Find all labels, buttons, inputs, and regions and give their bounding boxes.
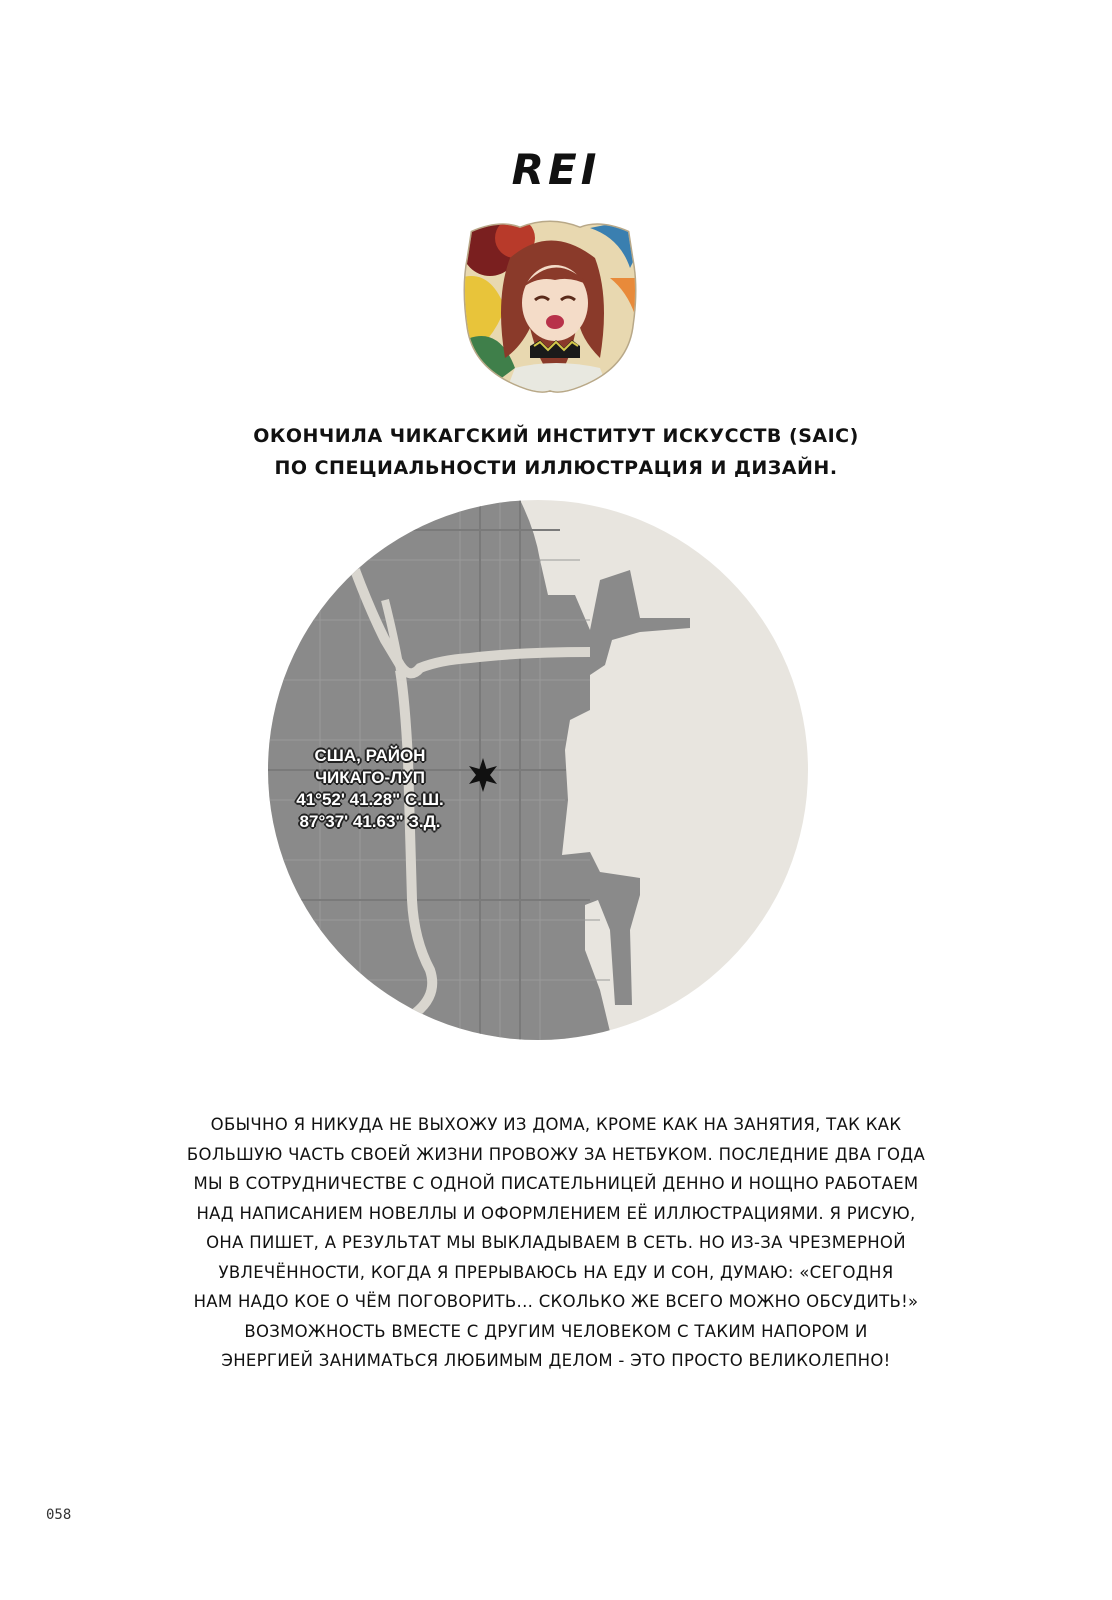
paragraph-line: НАМ НАДО КОЕ О ЧЁМ ПОГОВОРИТЬ... СКОЛЬКО ЖЕ ВСЕГО МОЖНО ОБСУДИТЬ!» <box>193 1292 919 1311</box>
bio-line: ПО СПЕЦИАЛЬНОСТИ ИЛЛЮСТРАЦИЯ И ДИЗАЙН. <box>274 457 838 479</box>
paragraph-line: НАД НАПИСАНИЕМ НОВЕЛЛЫ И ОФОРМЛЕНИЕМ ЕЁ ИЛЛЮСТРАЦИЯМИ. Я РИСУЮ, <box>196 1203 916 1223</box>
location-line: 41°52' 41.28" С.Ш. <box>296 790 444 809</box>
paragraph-line: ЭНЕРГИЕЙ ЗАНИМАТЬСЯ ЛЮБИМЫМ ДЕЛОМ - ЭТО ПРОСТО ВЕЛИКОЛЕПНО! <box>221 1351 891 1370</box>
page-number: 058 <box>46 1507 72 1523</box>
chicago-map <box>0 500 1112 1080</box>
location-label <box>270 745 470 833</box>
author-portrait-badge <box>460 218 640 394</box>
paragraph-line: ОБЫЧНО Я НИКУДА НЕ ВЫХОЖУ ИЗ ДОМА, КРОМЕ КАК НА ЗАНЯТИЯ, ТАК КАК <box>210 1115 902 1134</box>
bio-line: ОКОНЧИЛА ЧИКАГСКИЙ ИНСТИТУТ ИСКУССТВ (SAIC) <box>253 425 859 447</box>
author-description <box>140 1110 972 1376</box>
paragraph-line: БОЛЬШУЮ ЧАСТЬ СВОЕЙ ЖИЗНИ ПРОВОЖУ ЗА НЕТБУКОМ. ПОСЛЕДНИЕ ДВА ГОДА <box>186 1144 926 1164</box>
location-line: 87°37' 41.63" З.Д. <box>299 812 441 831</box>
location-line: США, РАЙОН <box>314 746 426 765</box>
location-line: ЧИКАГО-ЛУП <box>315 768 425 787</box>
author-bio <box>0 420 1112 484</box>
star-icon <box>466 758 500 792</box>
paragraph-line: ОНА ПИШЕТ, А РЕЗУЛЬТАТ МЫ ВЫКЛАДЫВАЕМ В СЕТЬ. НО ИЗ-ЗА ЧРЕЗМЕРНОЙ <box>206 1233 906 1252</box>
paragraph-line: МЫ В СОТРУДНИЧЕСТВЕ С ОДНОЙ ПИСАТЕЛЬНИЦЕЙ ДЕННО И НОЩНО РАБОТАЕМ <box>193 1174 919 1193</box>
paragraph-line: УВЛЕЧЁННОСТИ, КОГДА Я ПРЕРЫВАЮСЬ НА ЕДУ И СОН, ДУМАЮ: «СЕГОДНЯ <box>218 1262 894 1282</box>
paragraph-line: ВОЗМОЖНОСТЬ ВМЕСТЕ С ДРУГИМ ЧЕЛОВЕКОМ С ТАКИМ НАПОРОМ И <box>244 1321 868 1341</box>
page-title: REI <box>511 145 601 194</box>
